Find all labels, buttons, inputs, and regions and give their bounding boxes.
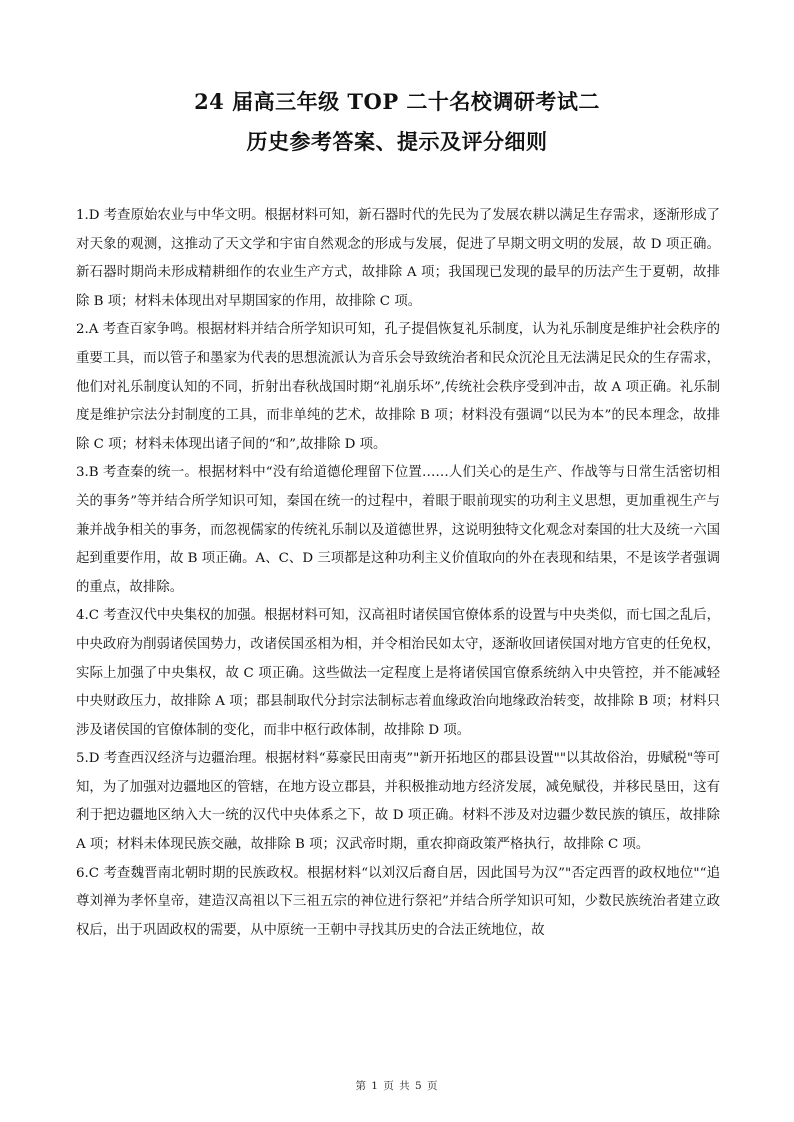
answer-list xyxy=(76,202,720,945)
answer-item-6: 6.C 考查魏晋南北朝时期的民族政权。根据材料“以刘汉后裔自居，因此国号为汉”"否定西晋的政权地位"“追尊刘禅为孝怀皇帝，建造汉高祖以下三祖五宗的神位进行祭祀”并结合所学知识可知，少数民族统治者建立政权后，出于巩固政权的需要，从中原统一王朝中寻找其历史的合法正统地位，故 xyxy=(76,865,720,938)
answer-item-4: 4.C 考查汉代中央集权的加强。根据材料可知，汉高祖时诸侯国官僚体系的设置与中央类似，而七国之乱后，中央政府为削弱诸侯国势力，改诸侯国丞相为相，并令相治民如太守，逐渐收回诸侯国对地方官吏的任免权，实际上加强了中央集权，故 C 项正确。这些做法一定程度上是将诸侯国官僚系统纳入中央管控，并不能减轻中央财政压力，故排除 A 项；郡县制取代分封宗法制标志着血缘政治向地缘政治转变，故排除 B 项；材料只涉及诸侯国的官僚体制的变化，而非中枢行政体制，故排除 D 项。 xyxy=(76,608,720,738)
document-subtitle: 历史参考答案、提示及评分细则 xyxy=(246,129,548,154)
answer-item-3: 3.B 考查秦的统一。根据材料中“没有给道德伦理留下位置……人们关心的是生产、作战等与日常生活密切相关的事务”等并结合所学知识可知，秦国在统一的过程中，着眼于眼前现实的功利主义思想，更加重视生产与兼并战争相关的事务，而忽视儒家的传统礼乐制以及道德世界，这说明独特文化观念对秦国的壮大及统一六国起到重要作用，故 B 项正确。A、C、D 三项都是这种功利主义价值取向的外在表现和结果，不是该学者强调的重点，故排除。 xyxy=(76,465,720,595)
answer-item-1: 1.D 考查原始农业与中华文明。根据材料可知，新石器时代的先民为了发展农耕以满足生存需求，逐渐形成了对天象的观测，这推动了天文学和宇宙自然观念的形成与发展，促进了早期文明文明的发展，故 D 项正确。新石器时期尚未形成精耕细作的农业生产方式，故排除 A 项；我国现已发现的最早的历法产生于夏朝，故排除 B 项；材料未体现出对早期国家的作用，故排除 C 项。 xyxy=(76,208,720,309)
answer-item-5: 5.D 考查西汉经济与边疆治理。根据材料“募豪民田南夷”"新开拓地区的郡县设置""以其故俗治，毋赋税"等可知，为了加强对边疆地区的管辖，在地方设立郡县，并积极推动地方经济发展，减免赋役，并移民垦田，这有利于把边疆地区纳入大一统的汉代中央体系之下，故 D 项正确。材料不涉及对边疆少数民族的镇压，故排除 A 项；材料未体现民族交融，故排除 B 项；汉武帝时期，重农抑商政策严格执行，故排除 C 项。 xyxy=(76,751,720,853)
document-title: 24 届高三年级 TOP 二十名校调研考试二 xyxy=(194,89,600,114)
page-footer: 第 1 页 共 5 页 xyxy=(355,1080,439,1092)
answer-item-2: 2.A 考查百家争鸣。根据材料并结合所学知识可知，孔子提倡恢复礼乐制度，认为礼乐制度是维护社会秩序的重要工具，而以管子和墨家为代表的思想流派认为音乐会导致统治者和民众沉沦且无法满足民众的生存需求，他们对礼乐制度认知的不同，折射出春秋战国时期“礼崩乐坏”,传统社会秩序受到冲击，故 A 项正确。礼乐制度是维护宗法分封制度的工具，而非单纯的艺术，故排除 B 项；材料没有强调“以民为本”的民本理念，故排除 C 项；材料未体现出诸子间的“和”,故排除 D 项。 xyxy=(76,322,720,452)
